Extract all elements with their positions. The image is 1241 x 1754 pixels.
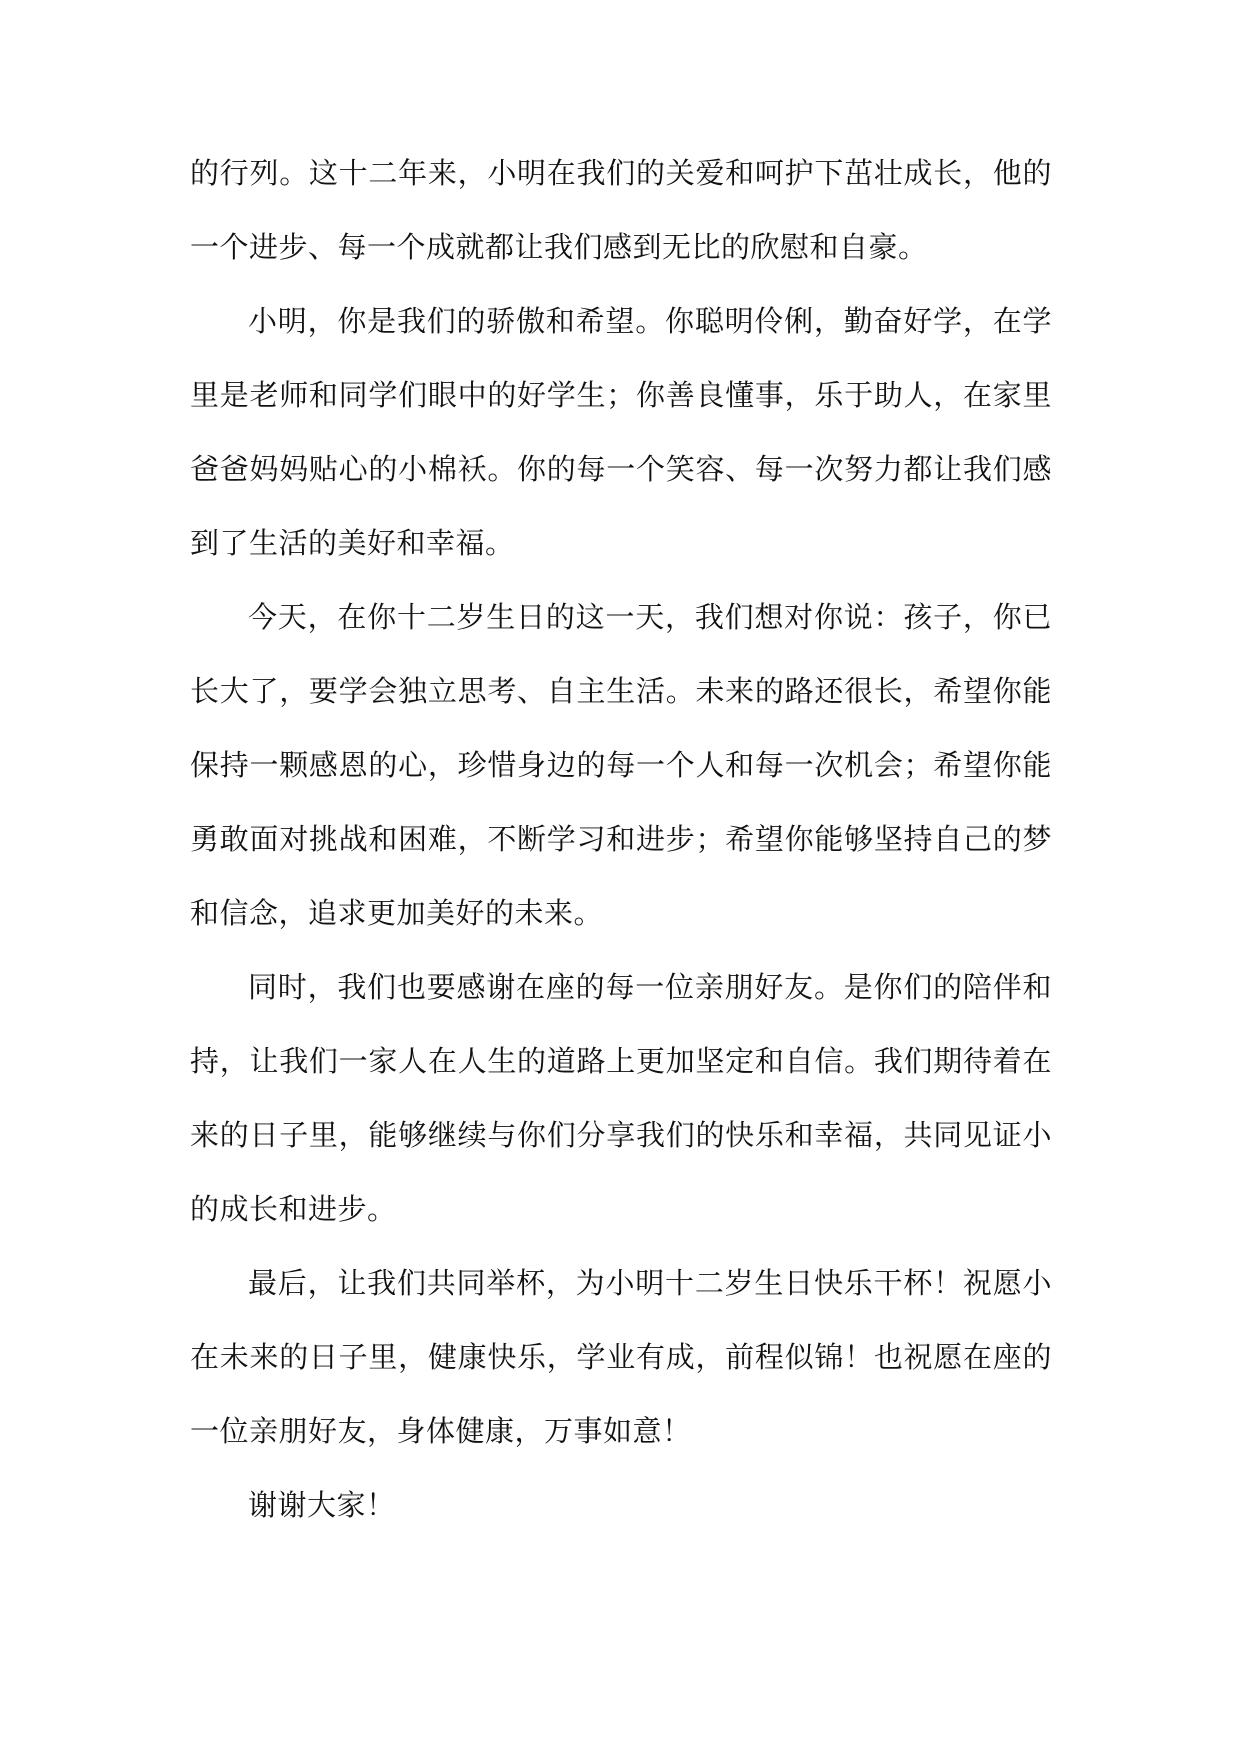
document-body [190,136,1052,1542]
text-line: 最后，让我们共同举杯，为小明十二岁生日快乐干杯！祝愿小 [248,1266,1052,1300]
text-line: 来的日子里，能够继续与你们分享我们的快乐和幸福，共同见证小 [190,1118,1052,1152]
text-line: 的成长和进步。 [190,1192,397,1226]
text-line: 一个进步、每一个成就都让我们感到无比的欣慰和自豪。 [190,230,928,264]
text-line: 小明，你是我们的骄傲和希望。你聪明伶俐，勤奋好学，在学 [248,304,1052,338]
text-line: 爸爸妈妈贴心的小棉袄。你的每一个笑容、每一次努力都让我们感 [190,452,1052,486]
text-line: 一位亲朋好友，身体健康，万事如意！ [190,1414,692,1448]
text-line: 持，让我们一家人在人生的道路上更加坚定和自信。我们期待着在 [190,1044,1052,1078]
text-line: 和信念，追求更加美好的未来。 [190,896,604,930]
text-line: 的行列。这十二年来，小明在我们的关爱和呵护下茁壮成长，他的 [190,156,1052,190]
text-line: 在未来的日子里，健康快乐，学业有成，前程似锦！也祝愿在座的 [190,1340,1052,1374]
text-line: 谢谢大家！ [248,1488,396,1522]
text-line: 到了生活的美好和幸福。 [190,526,515,560]
text-line: 保持一颗感恩的心，珍惜身边的每一个人和每一次机会；希望你能 [190,748,1052,782]
text-line: 里是老师和同学们眼中的好学生；你善良懂事，乐于助人，在家里 [190,378,1052,412]
text-line: 勇敢面对挑战和困难，不断学习和进步；希望你能够坚持自己的梦 [190,822,1052,856]
text-line: 长大了，要学会独立思考、自主生活。未来的路还很长，希望你能 [190,674,1052,708]
text-line: 同时，我们也要感谢在座的每一位亲朋好友。是你们的陪伴和 [248,970,1052,1004]
text-line: 今天，在你十二岁生日的这一天，我们想对你说：孩子，你已 [248,600,1052,634]
